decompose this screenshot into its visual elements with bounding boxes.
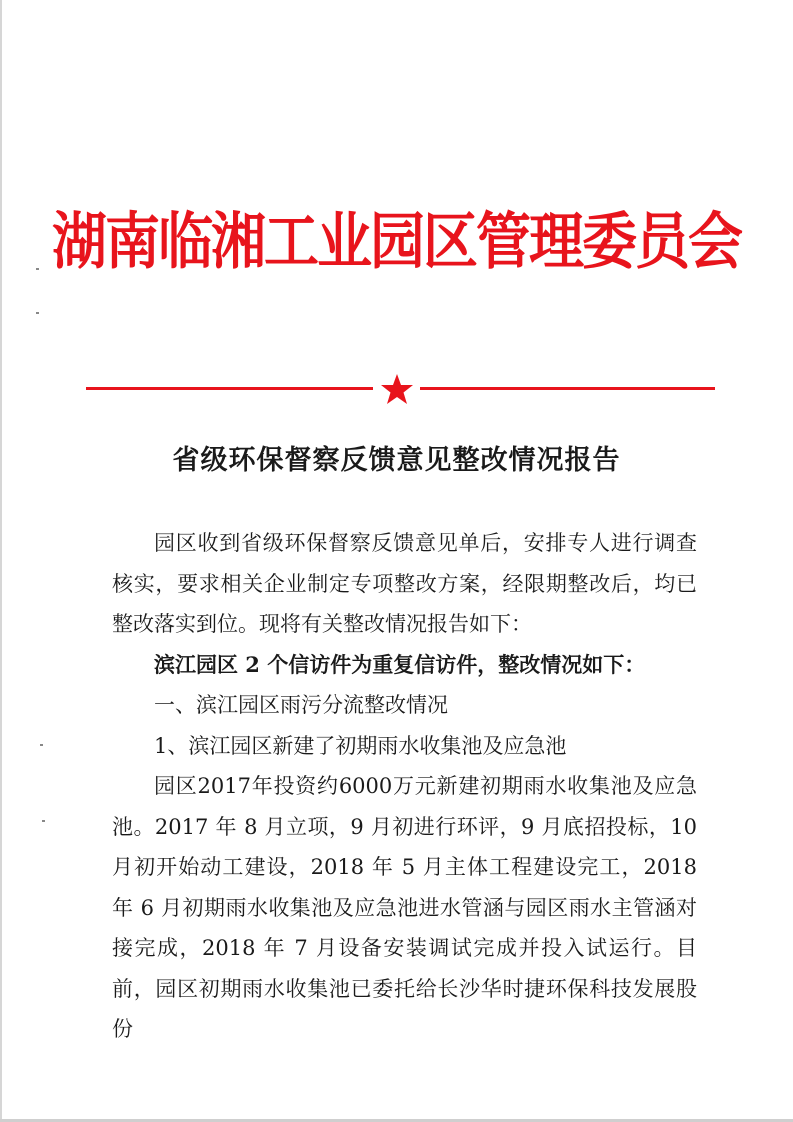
scan-speck: [36, 312, 39, 314]
summary-paragraph: 滨江园区 2 个信访件为重复信访件，整改情况如下：: [154, 651, 646, 677]
scan-speck: [40, 744, 43, 746]
letterhead-org-name: 湖南临湘工业园区管理委员会: [51, 205, 741, 277]
letterhead-rule-right: [420, 387, 715, 390]
letterhead-rule-left: [86, 387, 373, 390]
scan-edge-left: [0, 0, 2, 1122]
subsection-heading: 1、滨江园区新建了初期雨水收集池及应急池: [154, 733, 567, 758]
document-title: 省级环保督察反馈意见整改情况报告: [172, 445, 621, 476]
detail-paragraph: 园区2017年投资约6000万元新建初期雨水收集池及应急池。2017 年 8 月立项，9 月初进行环评，9 月底招投标，10 月初开始动工建设，2018 年 5 月主体工程建设完工，2018 年 6 月初期雨水收集池及应急池进水管涵与园区雨水主管涵对接完成，2018 年 7 月设备安装调试完成并投入试运行。目前，园区初期雨水收集池已委托给长沙华时捷环保科技发展股份: [112, 774, 697, 1041]
section-heading: 一、滨江园区雨污分流整改情况: [154, 693, 448, 717]
scan-speck: [42, 820, 45, 822]
document-body: [112, 523, 697, 1050]
star-icon: [380, 372, 414, 406]
intro-paragraph: 园区收到省级环保督察反馈意见单后，安排专人进行调查核实，要求相关企业制定专项整改方案，经限期整改后，均已整改落实到位。现将有关整改情况报告如下：: [112, 531, 697, 636]
